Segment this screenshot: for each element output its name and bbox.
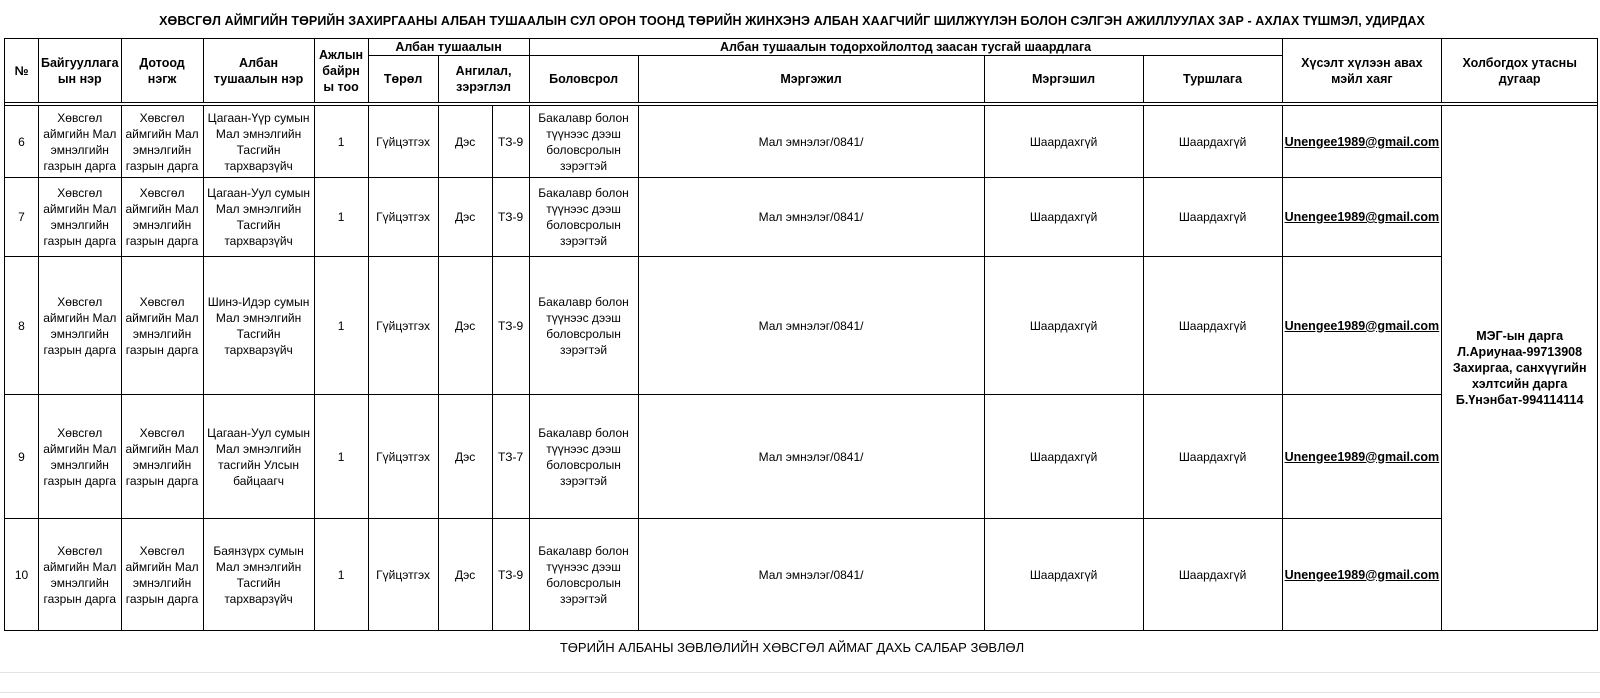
cell-experience[interactable]: Шаардахгүй [1143,395,1282,519]
cell-num[interactable]: 6 [5,106,39,178]
cell-num[interactable]: 9 [5,395,39,519]
cell-education[interactable]: Бакалавр болон түүнээс дээш боловсролын зэрэгтэй [529,257,638,395]
cell-seats[interactable]: 1 [314,519,368,631]
cell-type[interactable]: Гүйцэтгэх [368,519,438,631]
cell-email[interactable] [1282,519,1442,631]
cell-seats[interactable]: 1 [314,106,368,178]
header-profession[interactable]: Мэргэжил [638,56,984,103]
cell-type[interactable]: Гүйцэтгэх [368,395,438,519]
cell-seats[interactable]: 1 [314,395,368,519]
table-row [5,106,1598,178]
cell-experience[interactable]: Шаардахгүй [1143,519,1282,631]
table-row [5,395,1598,519]
header-num[interactable]: № [5,39,39,103]
cell-education[interactable]: Бакалавр болон түүнээс дээш боловсролын зэрэгтэй [529,519,638,631]
vacancy-table [4,38,1598,631]
cell-position[interactable]: Цагаан-Уул сумын Мал эмнэлгийн тасгийн Улсын байцаагч [203,395,314,519]
cell-org[interactable]: Хөвсгөл аймгийн Мал эмнэлгийн газрын дарга [39,178,122,257]
cell-position[interactable]: Баянзүрх сумын Мал эмнэлгийн Тасгийн тархварзүйч [203,519,314,631]
cell-unit[interactable]: Хөвсгөл аймгийн Мал эмнэлгийн газрын дарга [121,178,203,257]
cell-education[interactable]: Бакалавр болон түүнээс дээш боловсролын зэрэгтэй [529,395,638,519]
cell-unit[interactable]: Хөвсгөл аймгийн Мал эмнэлгийн газрын дарга [121,106,203,178]
email-link[interactable]: Unengee1989@gmail.com [1284,318,1440,333]
cell-category[interactable]: Дэс [438,178,492,257]
cell-type[interactable]: Гүйцэтгэх [368,106,438,178]
cell-num[interactable]: 7 [5,178,39,257]
cell-grade[interactable]: ТЗ-9 [492,257,529,395]
cell-profession[interactable]: Мал эмнэлэг/0841/ [638,257,984,395]
cell-grade[interactable]: ТЗ-9 [492,178,529,257]
table-row [5,519,1598,631]
cell-org[interactable]: Хөвсгөл аймгийн Мал эмнэлгийн газрын дарга [39,395,122,519]
cell-category[interactable]: Дэс [438,395,492,519]
cell-email[interactable] [1282,257,1442,395]
header-org[interactable]: Байгууллага ын нэр [39,39,122,103]
cell-org[interactable]: Хөвсгөл аймгийн Мал эмнэлгийн газрын дарга [39,519,122,631]
email-link[interactable]: Unengee1989@gmail.com [1284,567,1440,582]
header-requirements-group[interactable]: Албан тушаалын тодорхойлолтод заасан тусгай шаардлага [529,39,1282,56]
email-link[interactable]: Unengee1989@gmail.com [1284,449,1440,464]
cell-experience[interactable]: Шаардахгүй [1143,257,1282,395]
cell-position[interactable]: Цагаан-Үүр сумын Мал эмнэлгийн Тасгийн тархварзүйч [203,106,314,178]
cell-specialization[interactable]: Шаардахгүй [984,178,1143,257]
header-specialization[interactable]: Мэргэшил [984,56,1143,103]
email-link[interactable]: Unengee1989@gmail.com [1284,210,1440,224]
header-education[interactable]: Боловсрол [529,56,638,103]
cell-email[interactable] [1282,106,1442,178]
gridline [0,692,1600,693]
cell-position[interactable]: Шинэ-Идэр сумын Мал эмнэлгийн Тасгийн тархварзүйч [203,257,314,395]
header-email[interactable]: Хүсэлт хүлээн авах мэйл хаяг [1282,39,1442,103]
cell-email[interactable] [1282,178,1442,257]
cell-category[interactable]: Дэс [438,106,492,178]
cell-type[interactable]: Гүйцэтгэх [368,257,438,395]
cell-grade[interactable]: ТЗ-9 [492,106,529,178]
cell-category[interactable]: Дэс [438,257,492,395]
cell-unit[interactable]: Хөвсгөл аймгийн Мал эмнэлгийн газрын дарга [121,257,203,395]
header-category[interactable]: Ангилал, зэрэглэл [438,56,529,103]
sheet-title[interactable]: ХӨВСГӨЛ АЙМГИЙН ТӨРИЙН ЗАХИРГААНЫ АЛБАН ТУШААЛЫН СУЛ ОРОН ТООНД ТӨРИЙН ЖИНХЭНЭ АЛБАН ХААГЧИЙГ ШИЛЖҮҮЛЭН БОЛОН СЭЛГЭН АЖИЛЛУУЛАХ ЗАР - АХЛАХ ТҮШМЭЛ, УДИРДАХ [159,14,1425,28]
cell-education[interactable]: Бакалавр болон түүнээс дээш боловсролын зэрэгтэй [529,106,638,178]
cell-org[interactable]: Хөвсгөл аймгийн Мал эмнэлгийн газрын дарга [39,257,122,395]
gridline [0,672,1600,673]
header-unit[interactable]: Дотоод нэгж [121,39,203,103]
cell-grade[interactable]: ТЗ-9 [492,519,529,631]
cell-type[interactable]: Гүйцэтгэх [368,178,438,257]
cell-experience[interactable]: Шаардахгүй [1143,178,1282,257]
cell-seats[interactable]: 1 [314,178,368,257]
header-seats[interactable]: Ажлын байрн ы тоо [314,39,368,103]
cell-education[interactable]: Бакалавр болон түүнээс дээш боловсролын зэрэгтэй [529,178,638,257]
cell-profession[interactable]: Мал эмнэлэг/0841/ [638,106,984,178]
cell-specialization[interactable]: Шаардахгүй [984,106,1143,178]
cell-category[interactable]: Дэс [438,519,492,631]
table-row [5,178,1598,257]
header-position-group[interactable]: Албан тушаалын [368,39,529,56]
cell-position[interactable]: Цагаан-Уул сумын Мал эмнэлгийн Тасгийн тархварзүйч [203,178,314,257]
cell-experience[interactable]: Шаардахгүй [1143,106,1282,178]
cell-grade[interactable]: ТЗ-7 [492,395,529,519]
cell-email[interactable] [1282,395,1442,519]
cell-num[interactable]: 8 [5,257,39,395]
cell-unit[interactable]: Хөвсгөл аймгийн Мал эмнэлгийн газрын дарга [121,395,203,519]
cell-profession[interactable]: Мал эмнэлэг/0841/ [638,395,984,519]
cell-profession[interactable]: Мал эмнэлэг/0841/ [638,178,984,257]
cell-num[interactable]: 10 [5,519,39,631]
cell-specialization[interactable]: Шаардахгүй [984,257,1143,395]
header-type[interactable]: Төрөл [368,56,438,103]
header-position[interactable]: Албан тушаалын нэр [203,39,314,103]
empty-grid-area [0,662,1600,698]
cell-unit[interactable]: Хөвсгөл аймгийн Мал эмнэлгийн газрын дарга [121,519,203,631]
table-row [5,257,1598,395]
cell-contact-phone[interactable]: МЭГ-ын дарга Л.Ариунаа-99713908 Захиргаа, санхүүгийн хэлтсийн дарга Б.Үнэнбат-994114114 [1442,106,1598,631]
footer-council-name[interactable]: ТӨРИЙН АЛБАНЫ ЗӨВЛӨЛИЙН ХӨВСГӨЛ АЙМАГ ДАХЬ САЛБАР ЗӨВЛӨЛ [4,632,1580,663]
cell-profession[interactable]: Мал эмнэлэг/0841/ [638,519,984,631]
cell-specialization[interactable]: Шаардахгүй [984,395,1143,519]
cell-org[interactable]: Хөвсгөл аймгийн Мал эмнэлгийн газрын дарга [39,106,122,178]
email-link[interactable]: Unengee1989@gmail.com [1284,134,1440,149]
cell-seats[interactable]: 1 [314,257,368,395]
cell-specialization[interactable]: Шаардахгүй [984,519,1143,631]
header-phone[interactable]: Холбогдох утасны дугаар [1442,39,1598,103]
header-experience[interactable]: Туршлага [1143,56,1282,103]
